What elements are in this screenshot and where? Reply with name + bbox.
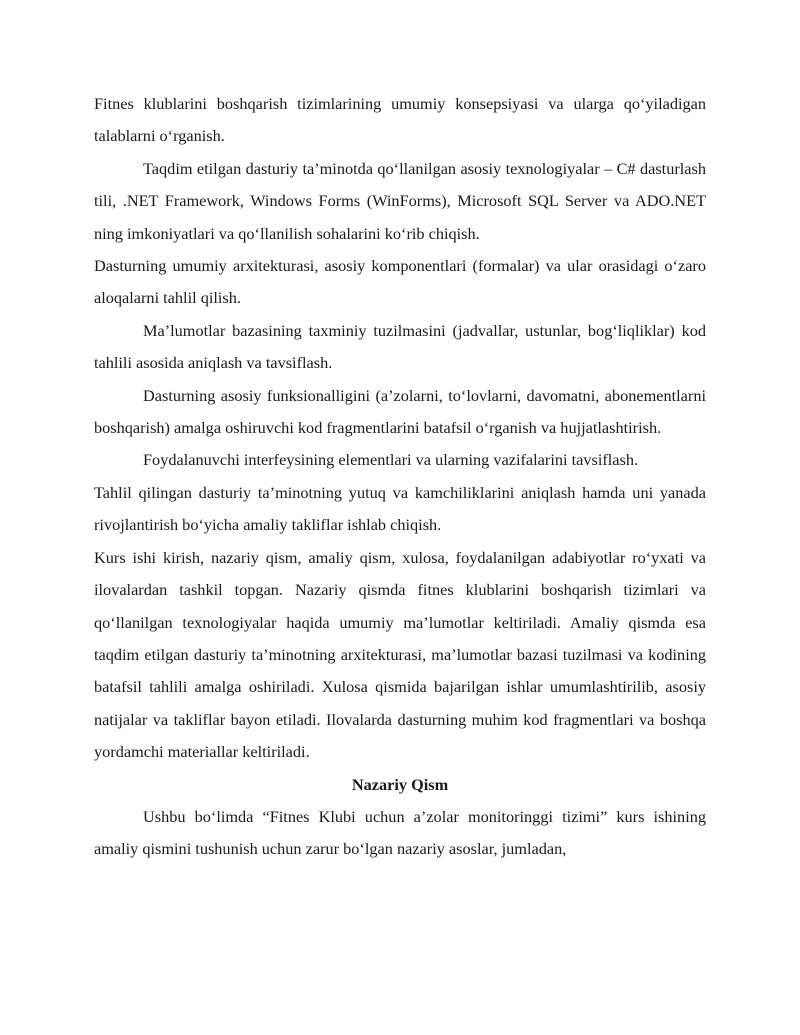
paragraph-objective-6: Foydalanuvchi interfeysining elementlari va ularning vazifalarini tavsiflash.	[143, 450, 639, 470]
paragraph-objective-7: Tahlil qilingan dasturiy taʼminotning yutuq va kamchiliklarini aniqlash hamda uni yanada rivojlantirish boʻyicha amaliy takliflar ishlab chiqish.	[94, 482, 706, 535]
paragraph-objective-4: Maʼlumotlar bazasining taxminiy tuzilmasini (jadvallar, ustunlar, bogʻliqliklar) kod tahlili asosida aniqlash va tavsiflash.	[94, 320, 706, 373]
paragraph-objective-1: Fitnes klublarini boshqarish tizimlarining umumiy konsepsiyasi va ularga qoʻyiladigan talablarni oʻrganish.	[94, 94, 706, 146]
paragraph-section-intro: Ushbu boʻlimda “Fitnes Klubi uchun aʼzolar monitoringgi tizimi” kurs ishining amaliy qismini tushunish uchun zarur boʻlgan nazariy asoslar, jumladan,	[94, 806, 706, 859]
paragraph-structure: Kurs ishi kirish, nazariy qism, amaliy qism, xulosa, foydalanilgan adabiyotlar roʻyxati va ilovalardan tashkil topgan. Nazariy qismda fitnes klublarini boshqarish tizimlari va qoʻllanilgan texnologiyalar haqida umumiy maʼlumotlar keltiriladi. Amaliy qismda esa taqdim etilgan dasturiy taʼminotning arxitekturasi, maʼlumotlar bazasi tuzilmasi va kodining batafsil tahlili amalga oshiriladi. Xulosa qismida bajarilgan ishlar umumlashtirilib, asosiy natijalar va takliflar bayon etiladi. Ilovalarda dasturning muhim kod fragmentlari va boshqa yordamchi materiallar keltiriladi.	[94, 547, 706, 762]
section-heading: Nazariy Qism	[351, 774, 449, 794]
document-body	[94, 88, 706, 866]
paragraph-objective-3: Dasturning umumiy arxitekturasi, asosiy komponentlari (formalar) va ular orasidagi oʻzaro aloqalarni tahlil qilish.	[94, 256, 706, 308]
paragraph-objective-2: Taqdim etilgan dasturiy taʼminotda qoʻllanilgan asosiy texnologiyalar – C# dasturlash tili, .NET Framework, Windows Forms (WinForms), Microsoft SQL Server va ADO.NET ning imkoniyatlari va qoʻllanilish sohalarini koʻrib chiqish.	[94, 158, 706, 243]
paragraph-objective-5: Dasturning asosiy funksionalligini (aʼzolarni, toʻlovlarni, davomatni, abonementlarni boshqarish) amalga oshiruvchi kod fragmentlarini batafsil oʻrganish va hujjatlashtirish.	[94, 385, 706, 438]
